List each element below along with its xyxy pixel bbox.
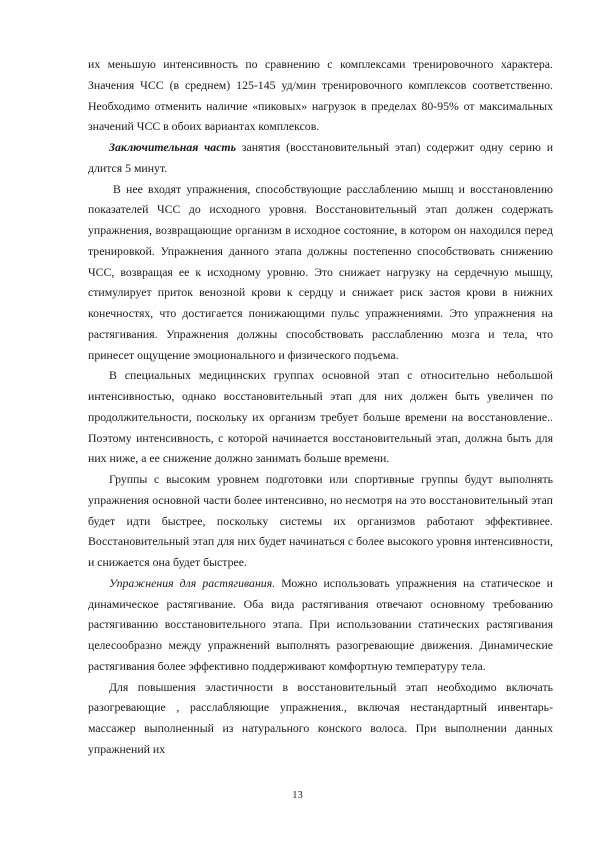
paragraph-stretching <box>88 573 553 677</box>
body-text <box>88 54 553 760</box>
paragraph-advanced-groups <box>88 469 553 573</box>
paragraph-text: Группы с высоким уровнем подготовки или спортивные группы будут выполнять упражнения основной части более интенсивно, но несмотря на это восстановительный этап будет идти быстрее, поскольку системы их организмов работают эффективнее. Восстановительный этап для них будет начинаться с более высокого уровня интенсивности, и снижается она будет быстрее. <box>88 472 553 569</box>
paragraph-elasticity <box>88 677 553 760</box>
page-number: 13 <box>292 790 303 801</box>
paragraph-text: В нее входят упражнения, способствующие расслаблению мышц и восстановлению показателей ЧСС до исходного уровня. Восстановительный этап должен содержать упражнения, возвращающие организм в исходное состояние, в котором он находился перед тренировкой. Упражнения данного этапа должны постепенно способствовать снижению ЧСС, возвращая ее к исходному уровню. Это снижает нагрузку на сердечную мышцу, стимулирует приток венозной крови к сердцу и снижает риск застоя крови в нижних конечностях, что достигается понижающими пульс упражнениями. Это упражнения на растягивания. Упражнения должны способствовать расслаблению мозга и тела, что принесет ощущение эмоционального и физического подъема. <box>88 181 553 362</box>
paragraph-final-part <box>88 137 553 179</box>
paragraph-medical-groups <box>88 365 553 469</box>
paragraph-text: их меньшую интенсивность по сравнению с комплексами тренировочного характера. Значения ЧСС (в среднем) 125-145 уд/мин тренировочного комплексов соответственно. Необходимо отменить наличие «пиковых» нагрузок в пределах 80-95% от максимальных значений ЧСС в обоих вариантах комплексов. <box>88 57 553 134</box>
heading-final-part: Заключительная часть <box>109 140 237 154</box>
paragraph-text: занятия (восстановительный этап) содержит одну серию и длится 5 минут. <box>88 140 554 175</box>
paragraph-continuation <box>88 54 553 137</box>
paragraph-text: Можно использовать упражнения на статическое и динамическое растягивание. Оба вида растягивания отвечают основному требованию растягиванию восстановительного этапа. При использовании статических растягивания целесообразно между упражнений выполнять разогревающие движения. Динамические растягивания более эффективно поддерживают комфортную температуру тела. <box>88 575 553 673</box>
paragraph-text: В специальных медицинских группах основной этап с относительно небольшой интенсивностью, однако восстановительный этап для них должен быть увеличен по продолжительности, поскольку их организм требует больше времени на восстановление.. Поэтому интенсивность, с которой начинается восстановительный этап, должна быть для них ниже, а ее снижение должно занимать больше времени. <box>88 368 553 466</box>
heading-stretching: Упражнения для растягивания. <box>109 575 276 590</box>
paragraph-text: Для повышения эластичности в восстановительный этап необходимо включать разогревающие , расслабляющие упражнения., включая нестандартный инвентарь- массажер выполненный из натурального конского волоса. При выполнении данных упражнений их <box>88 679 553 756</box>
paragraph-exercises <box>88 179 553 366</box>
